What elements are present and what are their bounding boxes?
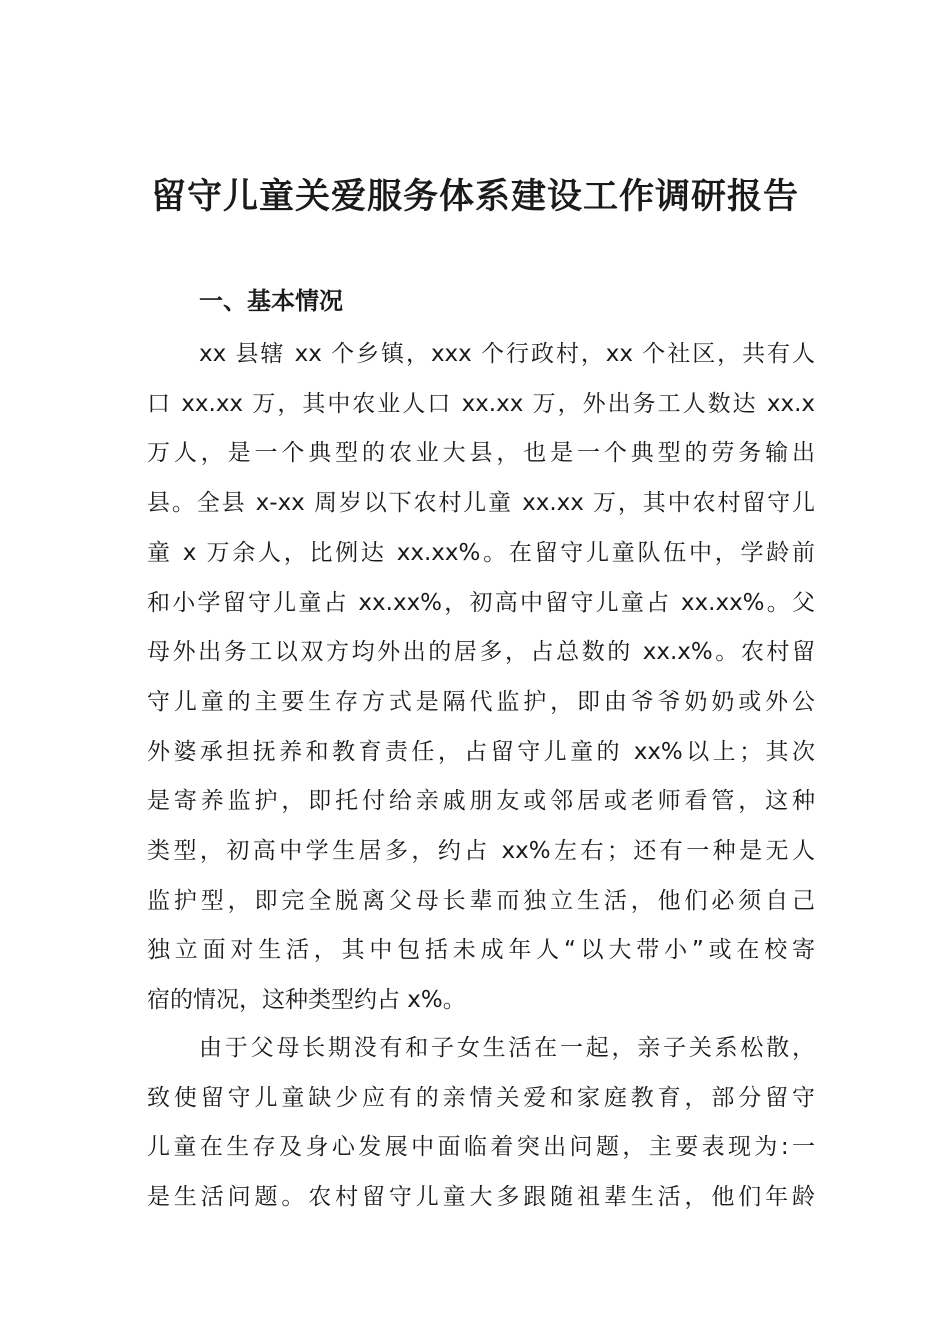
- paragraph-line: 外婆承担抚养和教育责任，占留守儿童的 xx%以上；其次: [147, 738, 815, 765]
- paragraph-basic-situation: [147, 330, 815, 1026]
- paragraph-line: 和小学留守儿童占 xx.xx%，初高中留守儿童占 xx.xx%。父: [147, 589, 815, 616]
- paragraph-line: 独立面对生活，其中包括未成年人“以大带小”或在校寄: [147, 937, 815, 964]
- paragraph-line: 万人，是一个典型的农业大县，也是一个典型的劳务输出: [147, 440, 815, 467]
- paragraph-line: 监护型，即完全脱离父母长辈而独立生活，他们必须自己: [147, 887, 815, 914]
- paragraph-line: 宿的情况，这种类型约占 x%。: [147, 987, 466, 1014]
- paragraph-line: 守儿童的主要生存方式是隔代监护，即由爷爷奶奶或外公: [147, 688, 815, 715]
- paragraph-line: 县。全县 x-xx 周岁以下农村儿童 xx.xx 万，其中农村留守儿: [147, 490, 815, 517]
- paragraph-line: 由于父母长期没有和子女生活在一起，亲子关系松散，: [199, 1035, 815, 1061]
- paragraph-line: 童 x 万余人，比例达 xx.xx%。在留守儿童队伍中，学龄前: [147, 539, 815, 566]
- paragraph-line: 口 xx.xx 万，其中农业人口 xx.xx 万，外出务工人数达 xx.x: [147, 390, 815, 417]
- paragraph-line: 母外出务工以双方均外出的居多，占总数的 xx.x%。农村留: [147, 639, 815, 666]
- paragraph-line: 类型，初高中学生居多，约占 xx%左右；还有一种是无人: [147, 838, 815, 865]
- section-heading: 一、基本情况: [199, 287, 343, 315]
- paragraph-line: 是寄养监护，即托付给亲戚朋友或邻居或老师看管，这种: [147, 788, 815, 815]
- document-title: 留守儿童关爱服务体系建设工作调研报告: [150, 176, 799, 217]
- paragraph-line: 是生活问题。农村留守儿童大多跟随祖辈生活，他们年龄: [147, 1184, 815, 1211]
- paragraph-line: 致使留守儿童缺少应有的亲情关爱和家庭教育，部分留守: [147, 1084, 815, 1111]
- paragraph-line: 儿童在生存及身心发展中面临着突出问题，主要表现为:一: [147, 1134, 815, 1161]
- paragraph-line: xx 县辖 xx 个乡镇，xxx 个行政村，xx 个社区，共有人: [199, 341, 815, 367]
- paragraph-problems: [147, 1024, 815, 1223]
